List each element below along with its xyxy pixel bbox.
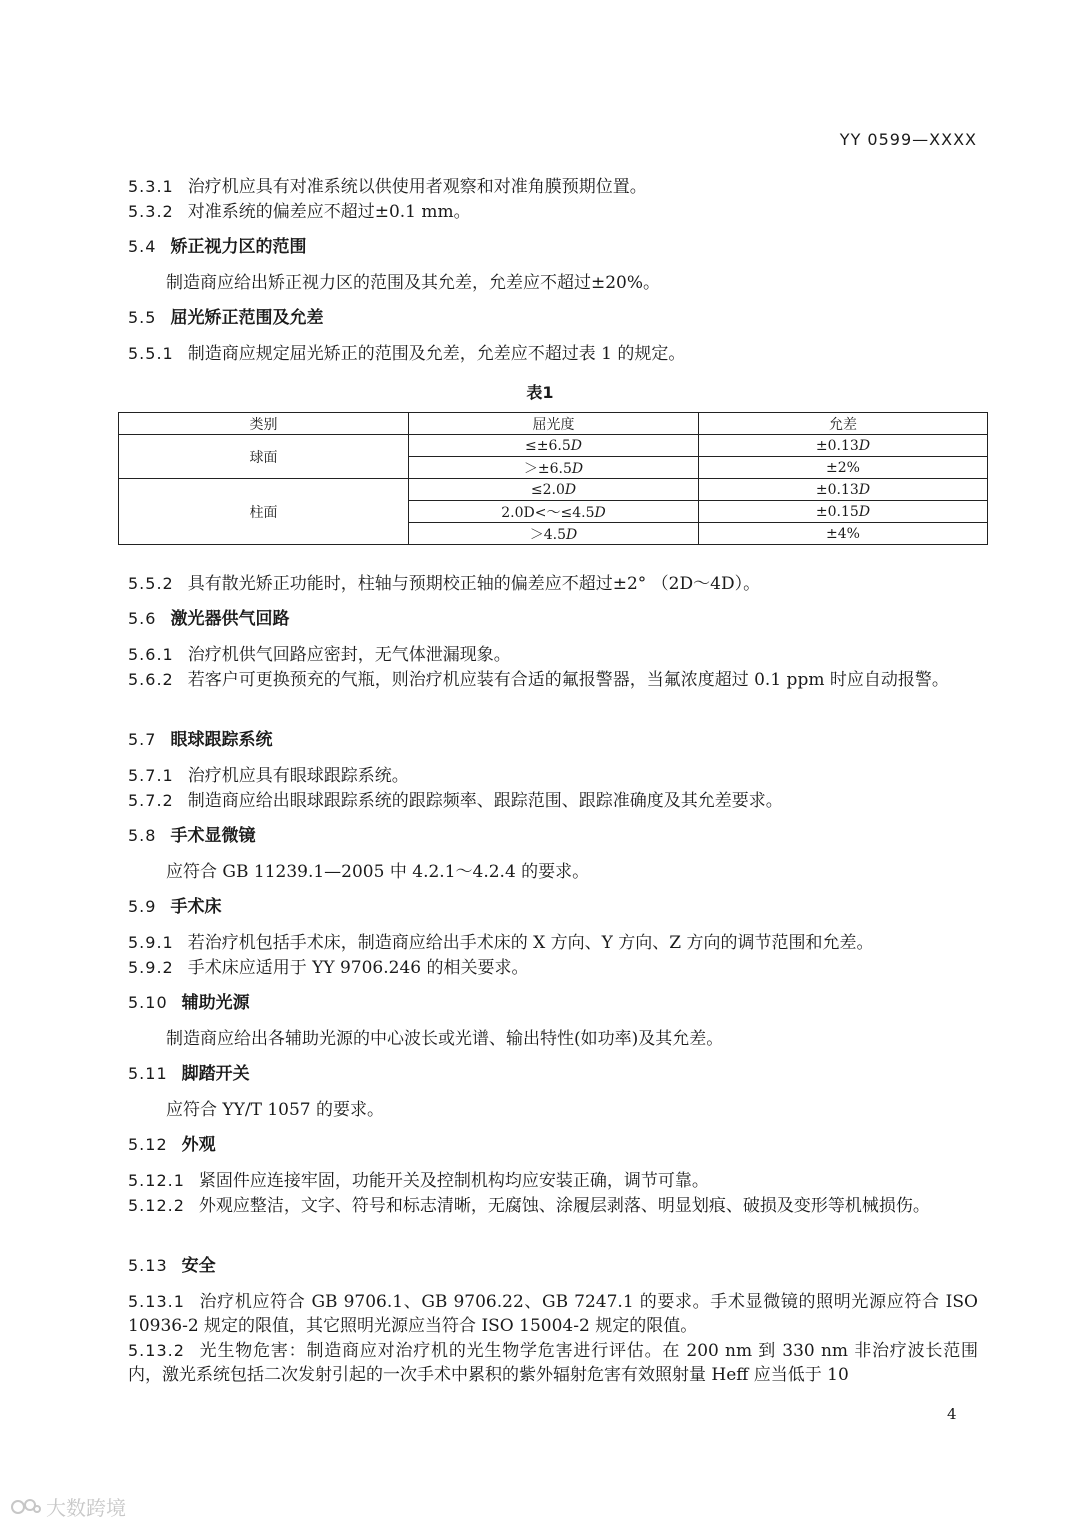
section-number: 5.9 [128,897,157,916]
section-5-8-heading [128,824,978,848]
tolerance-cell: ±0.13D [699,435,988,457]
table-header-row [119,413,988,435]
clause-text: 光生物危害：制造商应对治疗机的光生物学危害进行评估。在 200 nm 到 330 nm 非治疗波长范围内，激光系统包括二次发射引起的一次手术中累积的紫外辐射危害有效照射量 Heff 应当低于 10 [128,1341,978,1385]
section-number: 5.12 [128,1135,168,1154]
clause-number: 5.12.2 [128,1196,185,1215]
clause-5-3-2 [128,200,978,224]
section-5-9-heading [128,895,978,919]
diopter-cell: ＞4.5D [409,523,699,545]
section-5-6-heading [128,607,978,631]
clause-5-6-1 [128,643,978,667]
clause-5-9-2 [128,956,978,980]
section-title: 矫正视力区的范围 [170,237,307,257]
clause-5-5-1 [128,342,978,366]
clause-text: 治疗机应具有眼球跟踪系统。 [187,766,409,786]
clause-number: 5.9.2 [128,958,174,977]
clause-number: 5.5.1 [128,344,174,363]
section-title: 辅助光源 [181,993,250,1013]
clause-5-5-2 [128,572,978,596]
clause-5-9-1 [128,931,978,955]
header-category: 类别 [119,413,409,435]
clause-5-7-2 [128,789,978,813]
clause-text: 具有散光矫正功能时，柱轴与预期校正轴的偏差应不超过±2° （2D～4D）。 [187,574,761,594]
table-row [119,479,988,501]
section-5-10-heading [128,991,978,1015]
tolerance-cell: ±0.13D [699,479,988,501]
clause-number: 5.13.2 [128,1341,185,1360]
table-title: 表1 [526,383,554,402]
section-title: 眼球跟踪系统 [170,730,273,750]
paragraph: 应符合 GB 11239.1—2005 中 4.2.1～4.2.4 的要求。 [166,862,590,882]
section-5-7-heading [128,728,978,752]
diopter-cell: ≤2.0D [409,479,699,501]
clause-number: 5.12.1 [128,1171,185,1190]
standard-code: YY 0599—XXXX [839,130,977,149]
clause-number: 5.13.1 [128,1292,185,1311]
clause-text: 制造商应规定屈光矫正的范围及允差，允差应不超过表 1 的规定。 [187,344,686,364]
table-row [119,435,988,457]
section-number: 5.11 [128,1064,168,1083]
clause-text: 若治疗机包括手术床，制造商应给出手术床的 X 方向、Y 方向、Z 方向的调节范围和允差。 [187,933,874,953]
clause-number: 5.9.1 [128,933,174,952]
clause-text: 治疗机应符合 GB 9706.1、GB 9706.22、GB 7247.1 的要求。手术显微镜的照明光源应符合 ISO 10936-2 规定的限值，其它照明光源应当符合 ISO 15004-2 规定的限值。 [128,1292,978,1336]
tolerance-cell: ±0.15D [699,501,988,523]
tolerance-table [118,412,988,545]
clause-text: 治疗机供气回路应密封，无气体泄漏现象。 [187,645,511,665]
clause-number: 5.6.2 [128,670,174,689]
clause-5-12-2 [128,1194,978,1218]
section-5-12-heading [128,1133,978,1157]
section-5-5-heading [128,306,978,330]
clause-text: 外观应整洁，文字、符号和标志清晰，无腐蚀、涂履层剥落、明显划痕、破损及变形等机械损伤。 [198,1196,930,1216]
section-number: 5.5 [128,308,157,327]
section-title: 手术显微镜 [170,826,256,846]
section-5-13-heading [128,1254,978,1278]
section-number: 5.8 [128,826,157,845]
diopter-cell: ＞±6.5D [409,457,699,479]
paragraph: 应符合 YY/T 1057 的要求。 [166,1100,384,1120]
clause-5-12-1 [128,1169,978,1193]
section-title: 外观 [181,1135,216,1155]
section-5-4-heading [128,235,978,259]
clause-number: 5.3.2 [128,202,174,221]
clause-text: 若客户可更换预充的气瓶，则治疗机应装有合适的氟报警器，当氟浓度超过 0.1 ppm 时应自动报警。 [187,670,949,690]
section-number: 5.6 [128,609,157,628]
clause-5-7-1 [128,764,978,788]
section-title: 屈光矫正范围及允差 [170,308,324,328]
section-number: 5.13 [128,1256,168,1275]
clause-5-13-2 [128,1339,978,1387]
section-number: 5.10 [128,993,168,1012]
page-number: 4 [947,1405,957,1423]
diopter-cell: ≤±6.5D [409,435,699,457]
clause-text: 制造商应给出眼球跟踪系统的跟踪频率、跟踪范围、跟踪准确度及其允差要求。 [187,791,783,811]
clause-number: 5.6.1 [128,645,174,664]
group-cylindrical: 柱面 [119,479,409,545]
paragraph: 制造商应给出各辅助光源的中心波长或光谱、输出特性(如功率)及其允差。 [166,1029,724,1049]
section-title: 脚踏开关 [181,1064,250,1084]
diopter-cell: 2.0D<～≤4.5D [409,501,699,523]
clause-text: 治疗机应具有对准系统以供使用者观察和对准角膜预期位置。 [187,177,647,197]
watermark [10,1492,126,1521]
clause-number: 5.5.2 [128,574,174,593]
section-title: 安全 [181,1256,216,1276]
watermark-text: 大数跨境 [46,1496,126,1520]
clause-5-6-2 [128,668,978,692]
clause-text: 紧固件应连接牢固，功能开关及控制机构均应安装正确，调节可靠。 [198,1171,709,1191]
section-5-11-heading [128,1062,978,1086]
section-number: 5.7 [128,730,157,749]
tolerance-cell: ±2% [699,457,988,479]
paragraph: 制造商应给出矫正视力区的范围及其允差，允差应不超过±20%。 [166,273,661,293]
clause-5-13-1 [128,1290,978,1338]
clause-text: 手术床应适用于 YY 9706.246 的相关要求。 [187,958,529,978]
clause-5-3-1 [128,175,978,199]
header-diopter: 屈光度 [409,413,699,435]
clause-number: 5.3.1 [128,177,174,196]
header-tolerance: 允差 [699,413,988,435]
tolerance-cell: ±4% [699,523,988,545]
group-spherical: 球面 [119,435,409,479]
clause-text: 对准系统的偏差应不超过±0.1 mm。 [187,202,471,222]
watermark-logo-icon [10,1497,42,1517]
section-title: 激光器供气回路 [170,609,290,629]
section-title: 手术床 [170,897,222,917]
section-number: 5.4 [128,237,157,256]
clause-number: 5.7.1 [128,766,174,785]
clause-number: 5.7.2 [128,791,174,810]
